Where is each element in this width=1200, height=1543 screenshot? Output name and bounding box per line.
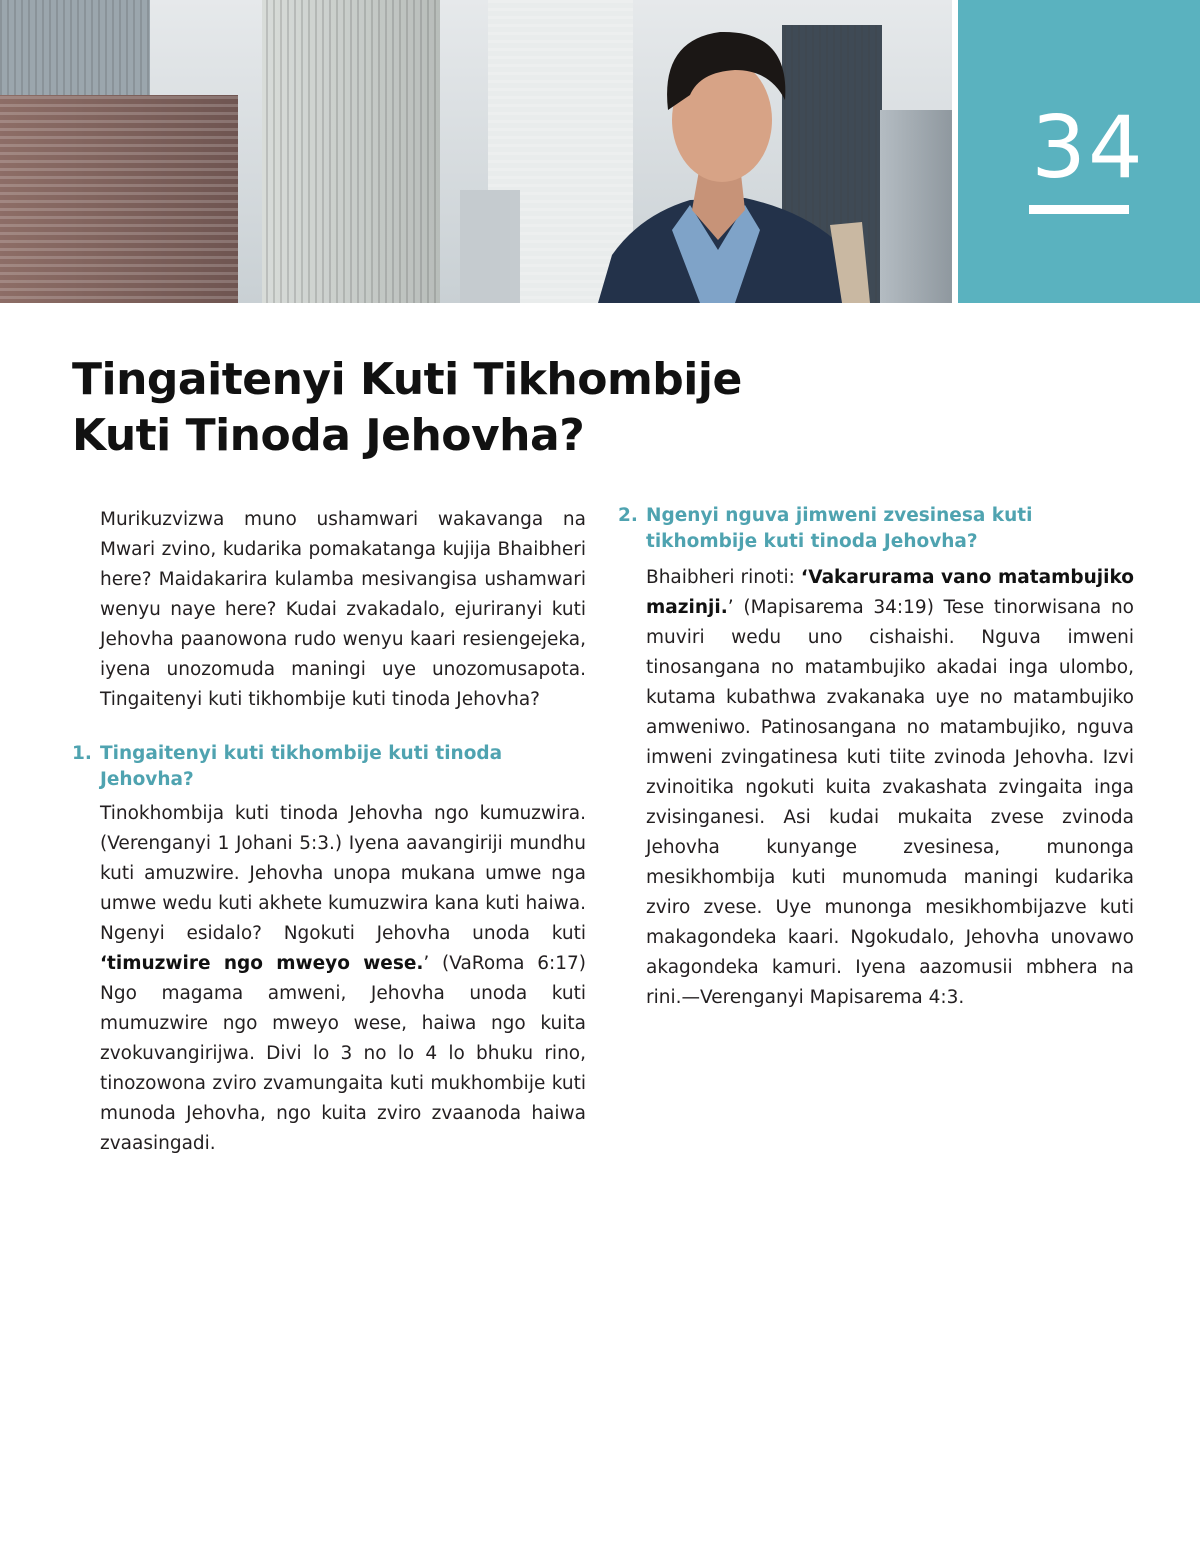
badge-underline [1029,205,1129,214]
intro-paragraph: Murikuzvizwa muno ushamwari wakavanga na Mwari zvino, kudarika pomakatanga kujija Bhaibheri here? Maidakarira kulamba mesivangisa ushamwari wenyu naye here? Kudai zvakadalo, ejuriranyi kuti Jehovha paanowona rudo wenyu kaari resiengejeka, iyena unozomuda maningi uye unozomusapota. Tingaitenyi kuti tikhombije kuti tinoda Jehovha? [100,509,586,710]
right-column [618,505,1134,1013]
hero-photo [0,0,952,303]
lesson-number: 34 [1031,98,1145,198]
question-1-text: Tingaitenyi kuti tikhombije kuti tinoda Jehovha? [100,743,503,790]
question-2 [618,503,1134,555]
title-line-2: Kuti Tinoda Jehovha? [72,410,585,461]
question-1 [72,741,586,793]
question-2-text: Ngenyi nguva jimweni zvesinesa kuti tikhombije kuti tinoda Jehovha? [646,505,1033,552]
answer-1-paragraph [100,799,586,1159]
answer-2-text-after: ’ (Mapisarema 34:19) Tese tinorwisana no muviri wedu uno cishaishi. Nguva imweni tinosangana no matambujiko akadai inga ulombo, kutama kubathwa zvakanaka uye no matambujiko amweniwo. Patinosangana no matambujiko, nguva imweni zvingatinesa kuti tiite zvinoda Jehovha. Izvi zvinoitika ngokuti kuita zvakashata zvingaita inga zvisinganesi. Asi kudai mukaita zvese zvinoda Jehovha kunyange zvesinesa, munonga mesikhombija kuti munomuda maningi kudarika zviro zvese. Uye munonga mesikhombijazve kuti makagondeka kaari. Ngokudalo, Jehovha unovawo akagondeka kamuri. Iyena aazomusii mbhera na rini.—Verenganyi Mapisarema 4:3. [646,597,1134,1008]
answer-1-scripture-quote: ‘timuzwire ngo mweyo wese. [100,953,424,974]
answer-2-text-before: Bhaibheri rinoti: [646,567,801,588]
title-line-1: Tingaitenyi Kuti Tikhombije [72,354,742,405]
answer-1-text-before: Tinokhombija kuti tinoda Jehovha ngo kumuzwira. (Verenganyi 1 Johani 5:3.) Iyena aavangiriji mundhu kuti amuzwire. Jehovha unopa mukana umwe nga umwe wedu kuti akhete kumuzwira kana kuti haiwa. Ngenyi esidalo? Ngokuti Jehovha unoda kuti [100,803,586,944]
answer-2-paragraph [646,563,1134,1013]
page-title [72,352,872,464]
answer-1-text-after: ’ (VaRoma 6:17) Ngo magama amweni, Jehovha unoda kuti mumuzwire ngo mweyo wese, haiwa ngo kuita zvokuvangirijwa. Divi lo 3 no lo 4 lo bhuku rino, tinozowona zviro zvamungaita kuti mukhombije kuti munoda Jehovha, ngo kuita zviro zvaanoda haiwa zvaasingadi. [100,953,586,1154]
left-column [72,505,586,1159]
question-2-number: 2. [618,505,638,526]
lesson-number-badge [958,0,1200,303]
answer-2-scripture-quote: ‘Vakarurama vano matambujiko mazinji. [646,567,1134,618]
question-1-number: 1. [72,743,92,764]
city-skyline-illustration [0,0,952,303]
